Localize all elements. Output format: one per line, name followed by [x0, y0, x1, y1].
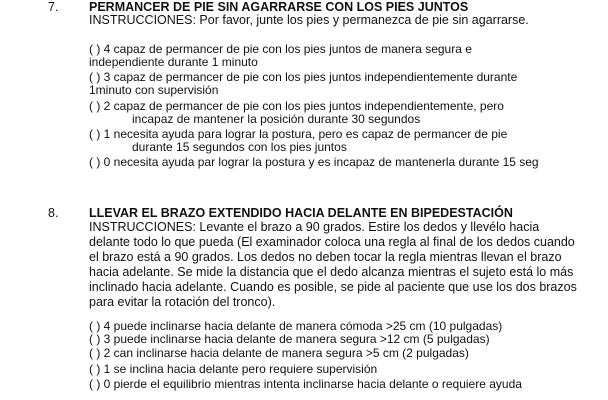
section-instructions [89, 13, 529, 28]
section-title: LLEVAR EL BRAZO EXTENDIDO HACIA DELANTE EN BIPEDESTACIÓN [89, 206, 513, 220]
option-0 [89, 156, 539, 169]
instructions-line: para evitar la rotación del tronco). [89, 295, 276, 309]
option-line: ( ) 2 capaz de permancer de pie con los pies juntos independientemente, pero [89, 99, 504, 113]
option-line: independiente durante 1 minuto [89, 55, 258, 69]
option-line: ( ) 0 pierde el equilibrio mientras intenta inclinarse hacia delante o requiere ayuda [89, 377, 522, 391]
option-0 [89, 378, 522, 391]
instructions-line: inclinado hacia adelante. Cuando es posible, se pide al paciente que use los dos brazos [89, 280, 577, 294]
instructions-line: el brazo está a 90 grados. Los dedos no deben tocar la regla mientras llevan el brazo [89, 250, 562, 264]
option-line: ( ) 0 necesita ayuda par lograr la postura y es incapaz de mantenerla durante 15 seg [89, 155, 539, 169]
option-line: incapaz de mantener la posición durante 30 segundos [132, 112, 421, 126]
instructions-line: delante todo lo que pueda (El examinador coloca una regla al final de los dedos cuando [89, 235, 575, 249]
instructions-line: INSTRUCCIONES: Levante el brazo a 90 grados. Estire los dedos y llevélo hacia [89, 220, 540, 234]
option-1 [89, 363, 377, 376]
option-line: ( ) 4 capaz de permancer de pie con los pies juntos de manera segura e [89, 42, 472, 56]
instructions-line: hacia adelante. Se mide la distancia que el dedo alcanza mientras el sujeto está lo más [89, 265, 574, 279]
option-3 [89, 333, 490, 346]
option-line: ( ) 3 capaz de permancer de pie con los pies juntos independientemente durante [89, 70, 518, 84]
option-3 [89, 71, 517, 97]
option-line: durante 15 segundos con los pies juntos [132, 140, 347, 154]
section-instructions [89, 220, 577, 310]
option-line: 1minuto con supervisión [89, 83, 219, 97]
section-number: 7. [48, 0, 59, 14]
option-line: ( ) 4 puede inclinarse hacia delante de manera cómoda >25 cm (10 pulgadas) [89, 319, 503, 333]
option-1 [89, 128, 507, 154]
option-2 [89, 347, 469, 360]
option-4 [89, 43, 472, 69]
option-line: ( ) 1 necesita ayuda para lograr la postura, pero es capaz de permancer de pie [89, 127, 508, 141]
option-line: ( ) 2 can inclinarse hacia delante de manera segura >5 cm (2 pulgadas) [89, 346, 469, 360]
section-title: PERMANCER DE PIE SIN AGARRARSE CON LOS PIES JUNTOS [89, 0, 469, 14]
option-2 [89, 100, 504, 126]
option-line: ( ) 1 se inclina hacia delante pero requiere supervisión [89, 362, 378, 376]
section-number: 8. [48, 206, 59, 220]
option-line: ( ) 3 puede inclinarse hacia delante de manera segura >12 cm (5 pulgadas) [89, 332, 490, 346]
instructions-line: INSTRUCCIONES: Por favor, junte los pies y permanezca de pie sin agarrarse. [89, 13, 529, 27]
